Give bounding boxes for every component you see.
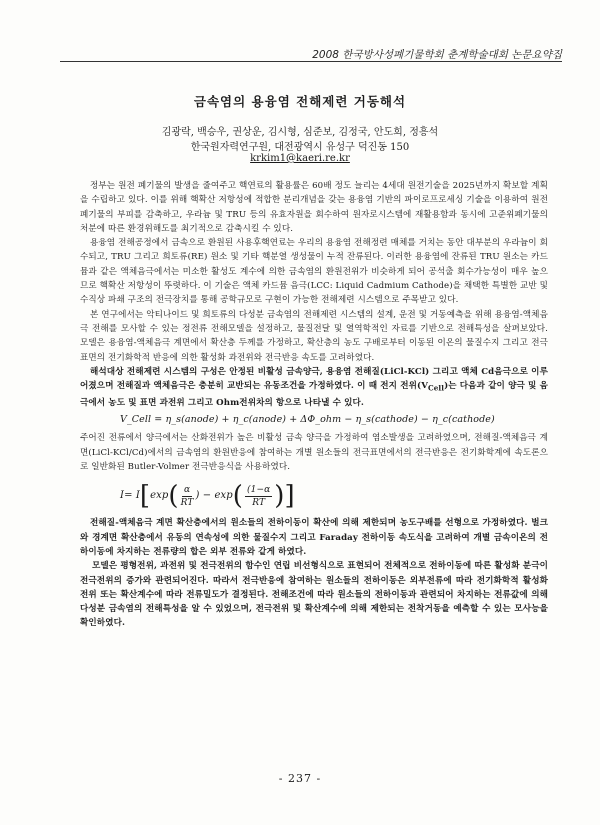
paragraph-5: 주어진 전류에서 양극에서는 산화전위가 높은 비활성 금속 양극을 가정하여 염소발생을 고려하였으며, 전해질-액체음극 계면(LiCl-KCl/Cd)에서의 금속염의 환원반응에 참여하는 개별 원소들의 전극표면에서의 전극반응은 전기화학계에 속도론으로 일반화된 Butler-Volmer 전극반응식을 사용하였다.: [80, 433, 548, 473]
contact-email: krkim1@kaeri.re.kr: [250, 153, 350, 164]
eq2-term1: exp: [150, 490, 169, 502]
eq2-open-paren-2: (: [232, 481, 244, 512]
eq2-mid: = I: [124, 490, 140, 502]
eq2-fraction-2: [245, 484, 272, 509]
eq2-open-brace: [: [139, 481, 151, 512]
paragraph-2: 용융염 전해공정에서 금속으로 환원된 사용후핵연료는 우리의 용융염 전해정련 매체를 거치는 동안 대부분의 우라늄이 회수되고, TRU 그리고 희토류(RE) 원소 및 기타 핵분열 생성물이 누적 잔류된다. 이러한 용융염에 잔류된 TRU 원소는 카드뮴과 같은 액체음극에서는 미소한 활성도 계수에 의한 금속염의 환원전위가 비슷하게 되어 공석출 회수가능성이 매우 높으므로 핵확산 저항성이 뚜렷하다. 이 기술은 액체 카드뮴 음극(LCC: Liquid Cadmium Cathode)을 채택한 특별한 교반 및 수직상 파쇄 구조의 전극장치를 통해 공학규모로 구현이 가능한 전해제련 시스템으로 주목받고 있다.: [80, 238, 548, 306]
affiliation: 한국원자력연구원, 대전광역시 유성구 덕진동 150: [190, 142, 410, 153]
page-number: - 237 -: [278, 772, 322, 785]
paragraph-4-head: 해석대상 전해제련 시스템의 구성은 안정된 비활성 금속양극, 용융염 전해질(LiCl-KCl) 그리고 액체 Cd음극으로 이루어졌으며 전해질과 액체음극은 충분히 교반되는 유동조건을 가정하였다. 이 때 전지 전위(V: [80, 366, 548, 392]
eq2-close-brace: )]: [274, 481, 295, 512]
author-list: 김광락, 백승우, 권상운, 김시형, 심준보, 김정국, 안도희, 정흥석: [161, 127, 439, 138]
eq2-f2-den: RT: [252, 497, 266, 508]
eq2-f1-num: α: [183, 484, 191, 495]
paragraph-4-tail: )는 다음과 같이 양극 및 음극에서 농도 및 표면 과전위 그리고 Ohm전위차의 항으로 나타낼 수 있다.: [80, 381, 548, 409]
eq2-fraction-1: [181, 484, 194, 509]
header-rule: [60, 61, 562, 62]
eq2-open-paren-1: (: [168, 481, 179, 512]
eq2-f2-num: (1−α: [247, 484, 271, 495]
cell-voltage-equation: V_Cell = η_s(anode) + η_c(anode) + ΔΦ_ohm − η_s(cathode) − η_c(cathode): [120, 414, 495, 426]
paragraph-7: 모델은 평형전위, 과전위 및 전극전위의 함수인 연립 비선형식으로 표현되어 전체적으로 전하이동에 따른 활성화 분극이 전극전위의 증가와 관련되어진다. 따라서 전극반응에 참여하는 원소들의 전하이동은 외부전류에 따라 전기화학적 활성화 전위 또는 확산계수에 따라 전류밀도가 결정된다. 전해조건에 따라 원소들의 전하이동과 관련되어 차지하는 전류값에 의해 다성분 금속염의 전해특성을 알 수 있었으며, 전극전위 및 확산계수에 의해 제한되는 전착거동을 예측할 수 있는 모사능을 확인하였다.: [80, 561, 548, 629]
running-header: 2008 한국방사성폐기물학회 춘계학술대회 논문요약집: [312, 49, 562, 61]
eq2-term2: ) − exp: [195, 490, 233, 502]
abstract-body: [80, 179, 548, 631]
eq2-lhs: I: [120, 490, 125, 502]
paragraph-4: [80, 365, 548, 411]
paragraph-4-subscript: Cell: [427, 383, 445, 393]
butler-volmer-equation: [120, 480, 548, 512]
paper-title: 금속염의 용융염 전해제련 거동해석: [193, 94, 407, 109]
eq2-f1-den: RT: [180, 497, 194, 508]
paragraph-3: 본 연구에서는 악티나이드 및 희토류의 다성분 금속염의 전해제련 시스템의 설계, 운전 및 거동예측을 위해 용융염-액체음극 전해를 모사할 수 있는 정전류 전해모델을 설정하고, 물질전달 및 열역학적인 자료를 기반으로 전해특성을 살펴보았다. 모델은 용융염-액체음극 계면에서 확산층 두께를 가정하고, 확산층의 농도 구배로부터 이동된 이온의 물질수지 그리고 전극표면의 전기화학적 반응에 의한 활성화 과전위와 전극반응 속도를 고려하였다.: [80, 309, 548, 363]
paragraph-6: 전해질-액체음극 계면 확산층에서의 원소들의 전하이동이 확산에 의해 제한되며 농도구배를 선형으로 가정하였다. 벌크와 경계면 확산층에서 유동의 연속성에 의한 물질수지 그리고 Faraday 전하이동 속도식을 고려하여 개별 금속이온의 전하이동에 차지하는 전류량의 합은 외부 전류와 같게 하였다.: [80, 518, 548, 557]
paragraph-1: 정부는 원전 폐기물의 발생을 줄여주고 핵연료의 활용률은 60배 정도 늘리는 4세대 원전기술을 2025년까지 확보할 계획을 수립하고 있다. 이를 위해 핵확산 저항성에 적합한 분리개념을 갖는 용융염 기반의 파이로프로세싱 기술을 이용하여 원전 폐기물의 부피를 감축하고, 우라늄 및 TRU 등의 유효자원을 회수하여 원자로시스템에 재활용함과 동시에 고준위폐기물의 처분에 따른 환경위해도를 최기적으로 감축시킬 수 있다.: [80, 181, 548, 234]
